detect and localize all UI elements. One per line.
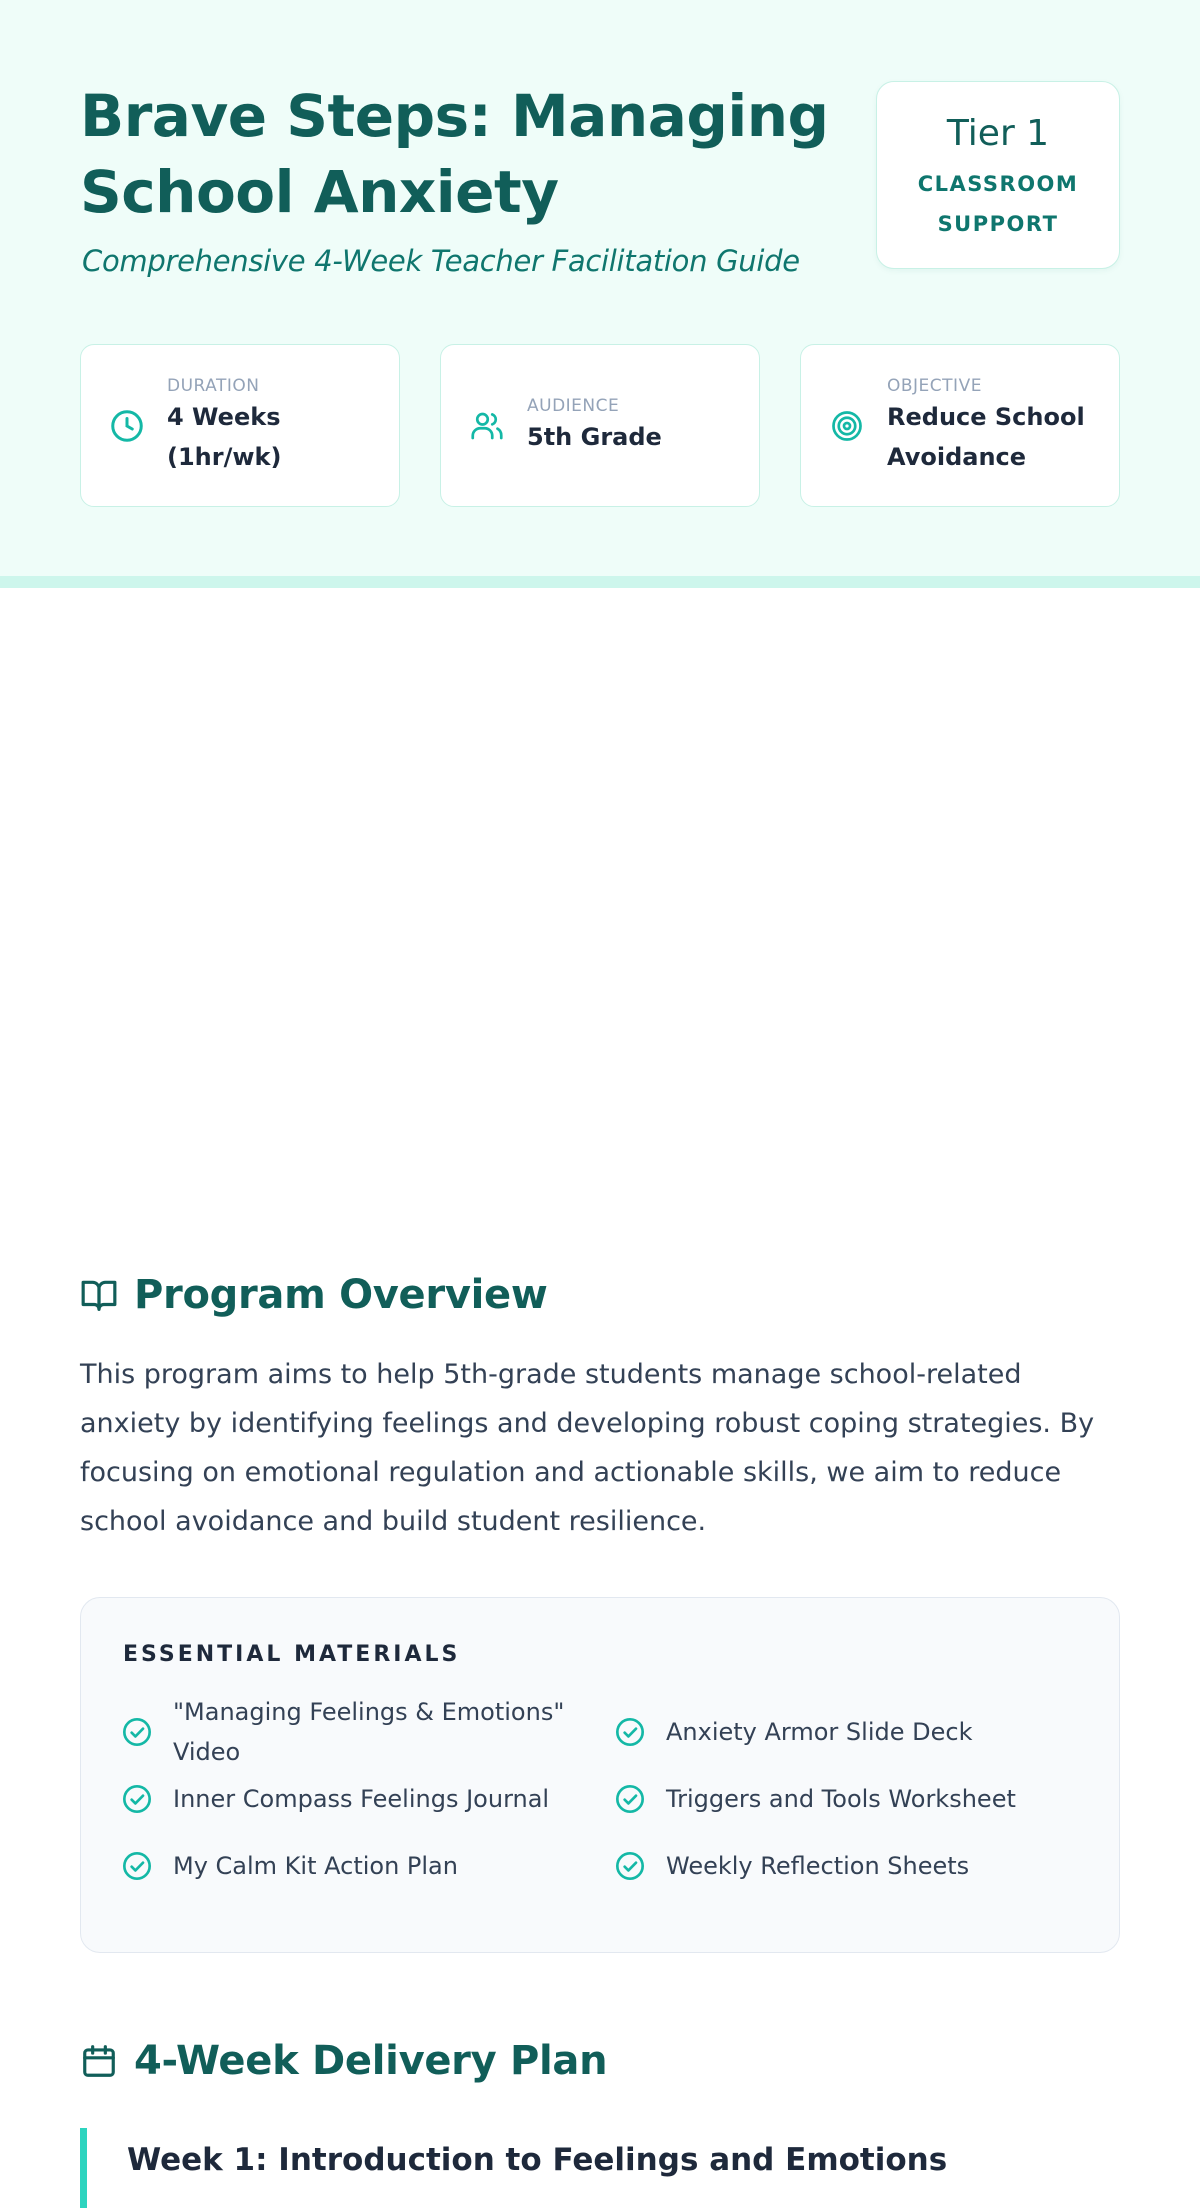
stat-value: Reduce School Avoidance xyxy=(887,402,1085,471)
tier-title: Tier 1 xyxy=(946,113,1050,154)
material-label: Triggers and Tools Worksheet xyxy=(666,1785,1016,1813)
clock-icon xyxy=(109,408,145,444)
plan-heading xyxy=(80,2038,607,2084)
tier-subtitle: CLASSROOM SUPPORT xyxy=(917,172,1079,236)
stat-value: 4 Weeks (1hr/wk) xyxy=(167,402,282,471)
material-label: Inner Compass Feelings Journal xyxy=(173,1785,550,1813)
stat-card-audience xyxy=(440,344,760,507)
stat-value: 5th Grade xyxy=(527,422,662,451)
material-item xyxy=(121,1692,583,1772)
check-circle-icon xyxy=(121,1716,153,1748)
users-icon xyxy=(469,408,505,444)
material-label: Anxiety Armor Slide Deck xyxy=(666,1718,973,1746)
section-title: Program Overview xyxy=(134,1272,548,1318)
check-circle-icon xyxy=(614,1850,646,1882)
material-item xyxy=(614,1779,1076,1819)
overview-paragraph: This program aims to help 5th-grade students manage school-related anxiety by identifying feelings and developing robust coping strategies. By focusing on emotional regulation and actionable skills, we aim to reduce school avoidance and build student resilience. xyxy=(80,1359,1095,1537)
stat-label: AUDIENCE xyxy=(527,395,620,416)
material-item xyxy=(121,1779,583,1819)
material-label: Weekly Reflection Sheets xyxy=(666,1852,970,1880)
check-circle-icon xyxy=(121,1783,153,1815)
check-circle-icon xyxy=(614,1716,646,1748)
week-card xyxy=(80,2128,1120,2208)
materials-heading: ESSENTIAL MATERIALS xyxy=(123,1642,461,1667)
check-circle-icon xyxy=(614,1783,646,1815)
material-label: "Managing Feelings & Emotions" Video xyxy=(173,1698,565,1766)
book-open-icon xyxy=(80,1276,118,1314)
stat-card-objective xyxy=(800,344,1120,507)
stat-card-duration xyxy=(80,344,400,507)
tier-badge xyxy=(876,81,1120,269)
materials-panel xyxy=(80,1597,1120,1953)
stat-label: OBJECTIVE xyxy=(887,375,982,396)
page-title: Brave Steps: Managing School Anxiety xyxy=(80,82,829,226)
overview-heading xyxy=(80,1272,547,1318)
page-subtitle: Comprehensive 4-Week Teacher Facilitation Guide xyxy=(82,244,800,278)
material-item xyxy=(121,1846,583,1886)
material-label: My Calm Kit Action Plan xyxy=(173,1852,458,1880)
material-item xyxy=(614,1712,1076,1752)
material-item xyxy=(614,1846,1076,1886)
week-title: Week 1: Introduction to Feelings and Emotions xyxy=(127,2142,948,2178)
target-icon xyxy=(829,408,865,444)
section-title: 4-Week Delivery Plan xyxy=(134,2038,608,2084)
check-circle-icon xyxy=(121,1850,153,1882)
hero-header xyxy=(0,0,1200,588)
stat-label: DURATION xyxy=(167,375,260,396)
calendar-icon xyxy=(80,2042,118,2080)
